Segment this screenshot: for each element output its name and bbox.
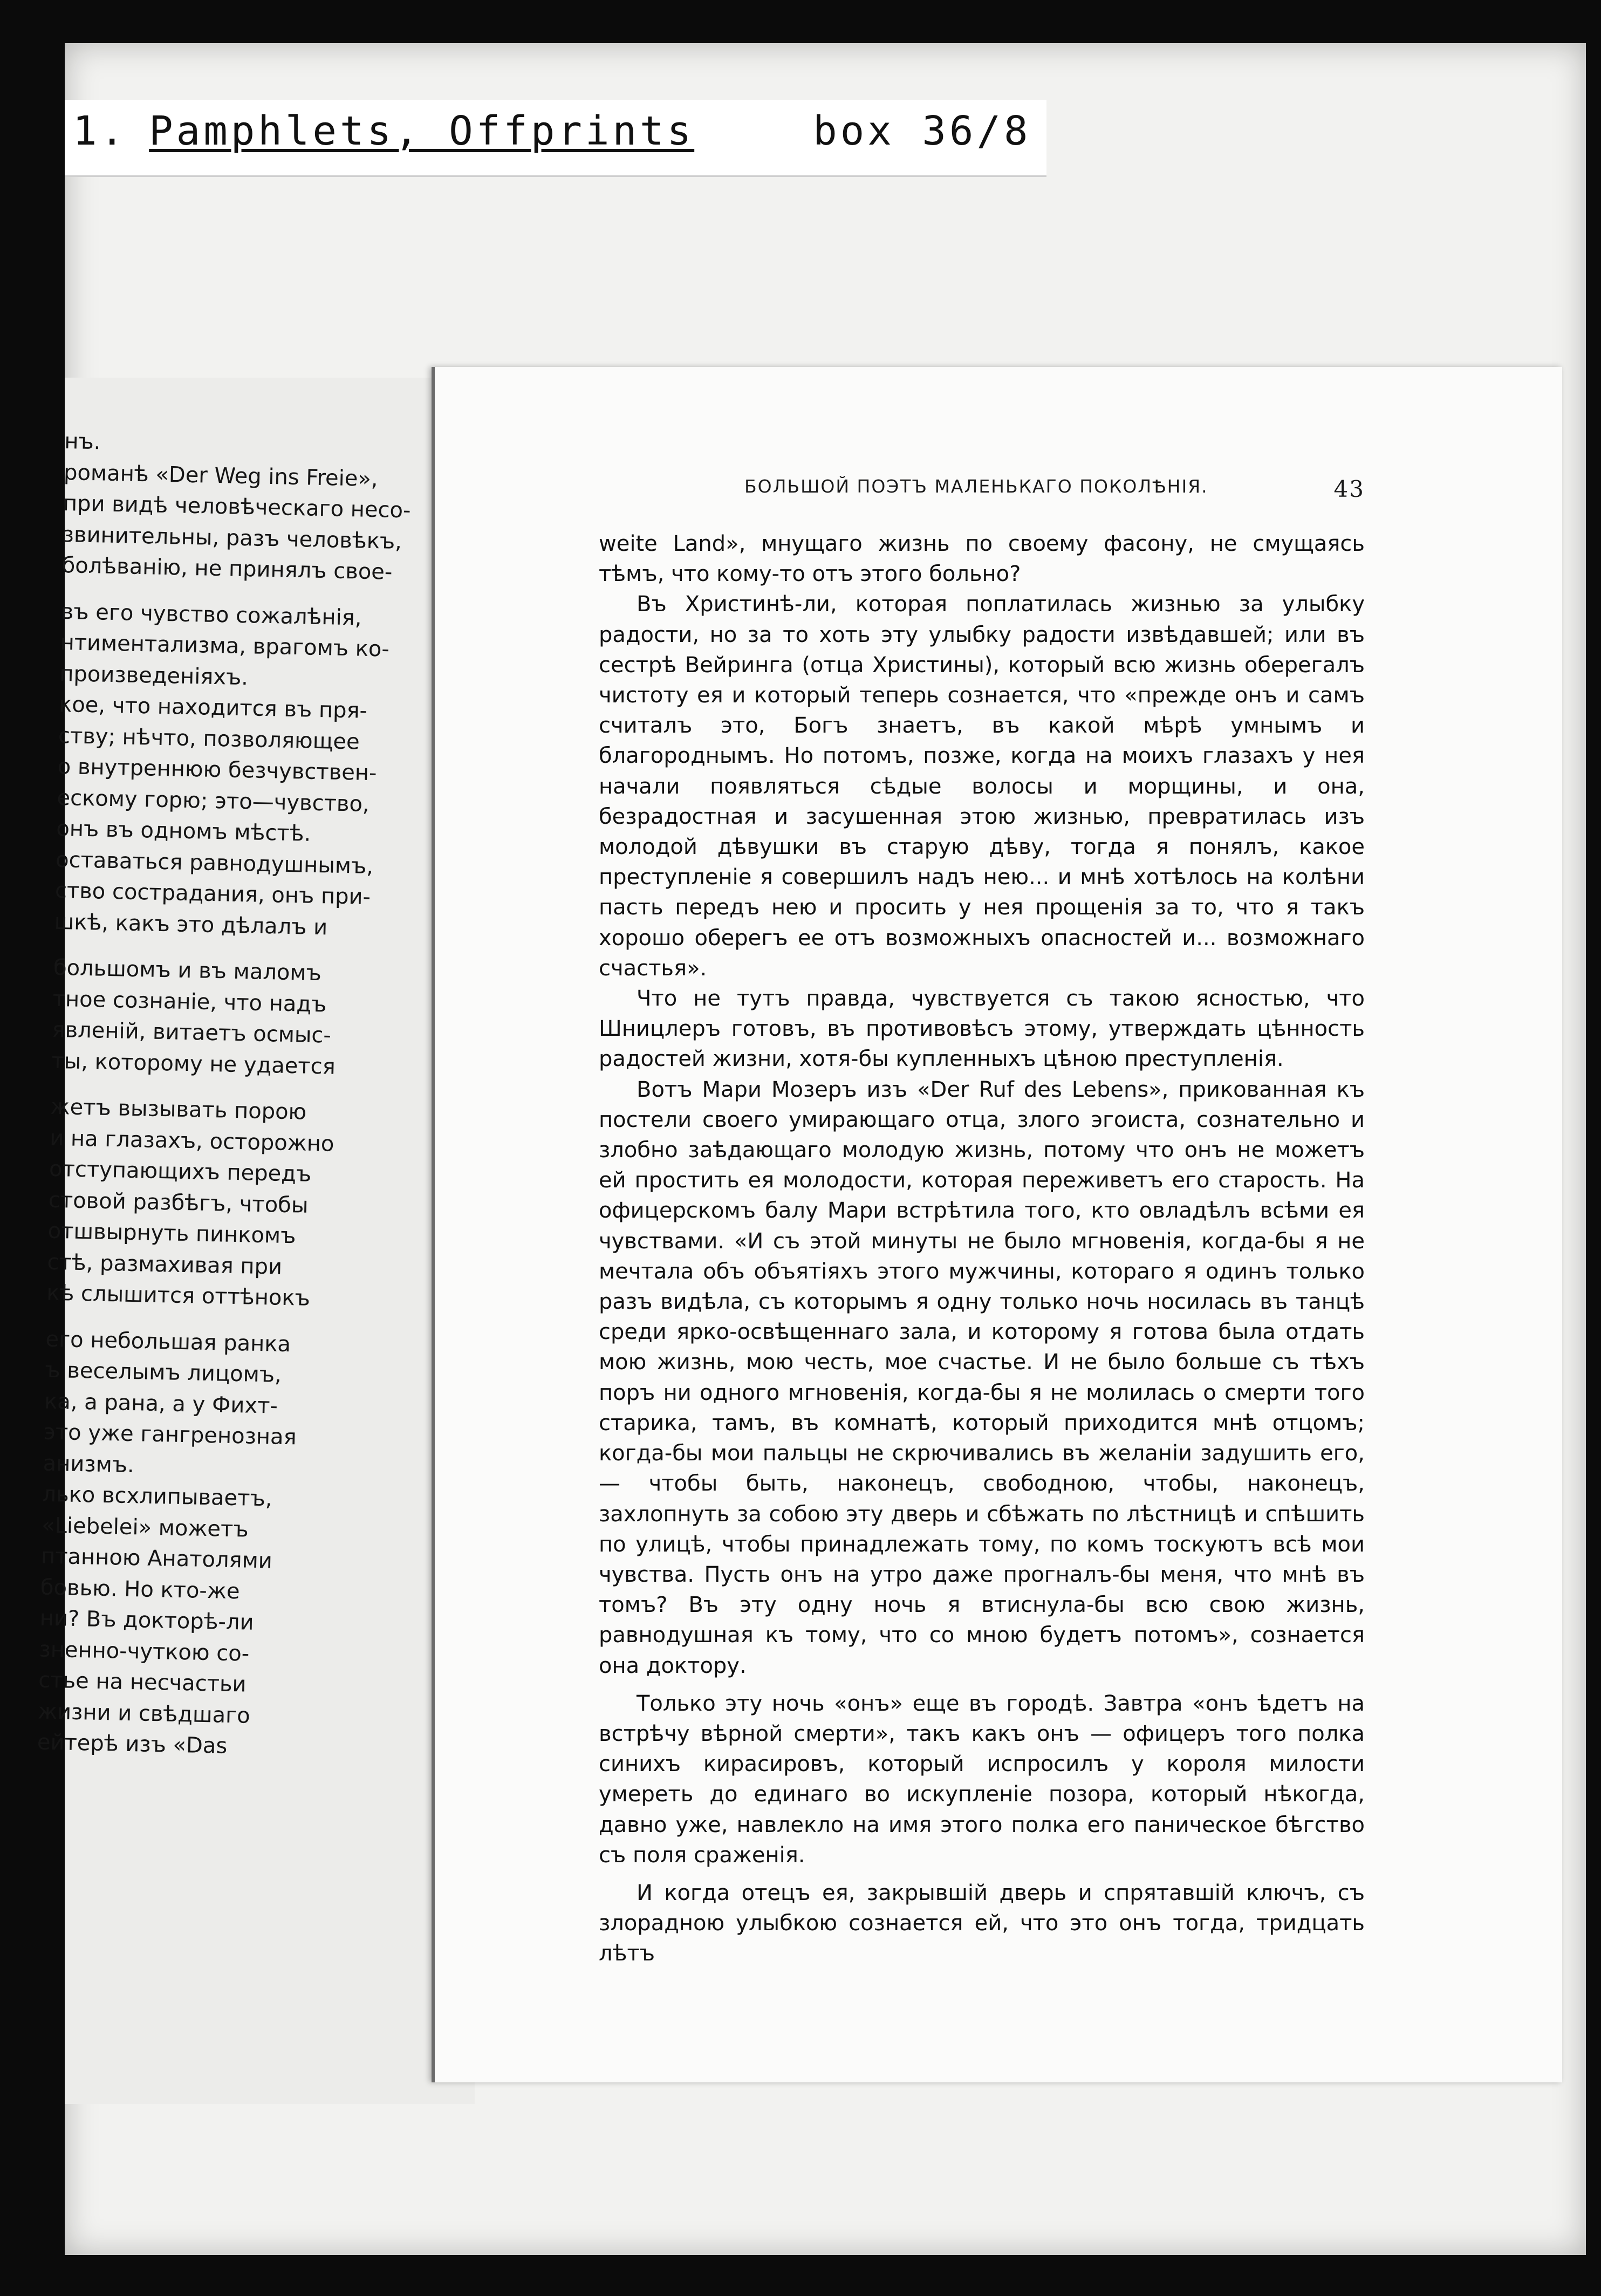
body-paragraph: Что не тутъ правда, чувствуется съ такою ясностью, что Шницлеръ готовъ, въ противовѣсъ этому, утверждать цѣнность радостей жизни, хотя-бы купленныхъ цѣною преступленія.	[599, 986, 1365, 1072]
left-page-line: онъ въ одномъ мѣстѣ.	[56, 816, 311, 846]
left-page-line: стѣ, размахивая при	[47, 1249, 283, 1280]
left-page-line: произведеніяхъ.	[59, 661, 249, 690]
left-page-line: кое, что находится въ пря-	[58, 692, 368, 723]
left-page-line: стье на несчастьи	[38, 1668, 247, 1697]
left-page-text	[37, 426, 475, 1767]
left-page-line: въ его чувство сожалѣнія,	[60, 599, 362, 631]
left-page-line: ъ веселымъ лицомъ,	[44, 1357, 282, 1388]
body-paragraph: weite Land», мнущаго жизнь по своему фасону, не смущаясь тѣмъ, что кому-то отъ этого больно?	[599, 531, 1365, 587]
label-box-number: box 36/8	[813, 108, 1031, 154]
left-page-line: это уже гангренозная	[43, 1419, 297, 1450]
left-page-line: нъ.	[64, 428, 101, 455]
left-page-line: звинительны, разъ человѣкъ,	[62, 522, 402, 554]
archive-label	[73, 108, 1031, 154]
left-page-line: и на глазахъ, осторожно	[49, 1125, 334, 1157]
left-page-line: кѣ слышится оттѣнокъ	[46, 1280, 311, 1311]
left-page-line: явленій, витаетъ осмыс-	[52, 1017, 332, 1048]
left-page-line: лько всхлипываетъ,	[42, 1481, 272, 1512]
running-head	[744, 476, 1365, 502]
left-page-line: его небольшая ранка	[45, 1327, 291, 1357]
left-page-line: «Liebelei» можетъ	[41, 1513, 249, 1542]
left-page-line: ка, а рана, а у Фихт-	[44, 1389, 278, 1419]
right-page-body	[599, 529, 1365, 1969]
left-page-line: отшвырнуть пинкомъ	[47, 1218, 296, 1249]
left-page-line: болѣванію, не принялъ свое-	[61, 552, 393, 585]
left-page-line: шкѣ, какъ это дѣлалъ и	[54, 909, 328, 940]
label-index: 1.	[73, 108, 128, 154]
left-page-line: ейтерѣ изъ «Das	[37, 1730, 228, 1759]
left-page-line: ескому горю; это—чувство,	[57, 785, 370, 817]
left-page-line: романѣ «Der Weg ins Freie»,	[63, 460, 379, 491]
left-page-line: стовой разбѣгъ, чтобы	[48, 1187, 309, 1218]
left-page-line: зненно-чуткою со-	[39, 1637, 250, 1666]
left-page-line: оставаться равнодушнымъ,	[55, 847, 374, 879]
left-page-line: о внутреннюю безчувствен-	[57, 754, 377, 786]
left-page-line: бовью. Но кто-же	[40, 1575, 240, 1604]
left-page-line: при видѣ человѣческаго несо-	[63, 490, 411, 523]
left-page-line: анизмъ.	[43, 1451, 135, 1478]
body-paragraph: И когда отецъ ея, закрывшій дверь и спрятавшій ключъ, съ злорадною улыбкою сознается ей, что это онъ тогда, тридцать лѣтъ	[599, 1880, 1365, 1966]
left-page-line: тное сознаніе, что надъ	[52, 986, 327, 1017]
running-head-title: БОЛЬШОЙ ПОЭТЪ МАЛЕНЬКАГО ПОКОЛѢНІЯ.	[744, 476, 1208, 497]
left-page-line: ты, которому не удается	[51, 1048, 336, 1079]
body-paragraph: Только эту ночь «онъ» еще въ городѣ. Завтра «онъ ѣдетъ на встрѣчу вѣрной смерти», такъ какъ онъ — офицеръ того полка синихъ кирасировъ, который испросилъ у короля милости умереть до единаго во искупленіе позора, который нѣкогда, давно уже, навлекло на имя этого полка его паническое бѣгство съ поля сраженія.	[599, 1691, 1365, 1868]
left-page-line: ство сострадания, онъ при-	[54, 878, 371, 910]
body-paragraph: Въ Христинѣ-ли, которая поплатилась жизнью за улыбку радости, но за то хоть эту улыбку радости извѣдавшей; или въ сестрѣ Вейринга (отца Христины), который всю жизнь оберегалъ чистоту ея и который теперь сознается, что «прежде онъ и самъ считалъ это, Богъ знаетъ, въ какой мѣрѣ умнымъ и благороднымъ. Но потомъ, позже, когда на моихъ глазахъ у нея начали появляться сѣдые волосы и морщины, и она, безрадостная и засушенная этою жизнью, превратилась изъ молодой дѣвушки въ старую дѣву, тогда я понялъ, какое преступленіе я совершилъ надъ нею... и мнѣ хотѣлось на колѣни пасть передъ нею и просить у нея прощенія за то, что я такъ хорошо оберегъ ее отъ возможныхъ опасностей и... возможнаго счастья».	[599, 592, 1365, 981]
left-page-line: большомъ и въ маломъ	[53, 955, 322, 986]
left-page-line: отступающихъ передъ	[49, 1156, 312, 1187]
left-page-line: жетъ вызывать порою	[50, 1094, 307, 1125]
left-page-line: нтиментализма, врагомъ ко-	[60, 630, 390, 662]
left-page-line: птанною Анатолями	[40, 1543, 273, 1574]
left-page-line: ни? Въ докторѣ-ли	[39, 1605, 254, 1635]
body-paragraph: Вотъ Мари Мозеръ изъ «Der Ruf des Lebens», прикованная къ постели своего умирающаго отца, злого эгоиста, сознательно и злобно заѣдающаго молодую жизнь, потому что онъ не можетъ ей простить ея молодости, которая переживетъ его старость. На офицерскомъ балу Мари встрѣтила того, кто овладѣлъ всѣми ея чувствами. «И съ этой минуты не было мгновенія, когда-бы я не мечтала объ объятіяхъ этого мужчины, котораго я одинъ только разъ видѣла, съ которымъ я одну только ночь носилась въ танцѣ среди ярко-освѣщеннаго зала, и которому я готова была отдать мою жизнь, мою честь, мое счастье. И не было больше съ тѣхъ поръ ни одного мгновенія, когда-бы я не молилась о смерти того старика, тамъ, въ комнатѣ, который приходится мнѣ отцомъ; когда-бы мои пальцы не скрючивались въ желаніи задушить его,— чтобы быть, наконецъ, свободною, чтобы, наконецъ, захлопнуть за собою эту дверь и сбѣжать по лѣстницѣ и спѣшить по улицѣ, чтобы принадлежать тому, по комъ тоскуютъ всѣ мои чувства. Пусть онъ на утро даже прогналъ-бы меня, что мнѣ въ томъ? Въ эту одну ночь я втиснула-бы всю свою жизнь, равнодушная къ тому, что со мною будетъ потомъ», сознается она доктору.	[599, 1077, 1365, 1678]
left-page-line: жизни и свѣдшаго	[37, 1698, 251, 1728]
page-number: 43	[1333, 476, 1365, 502]
label-title: Pamphlets, Offprints	[149, 108, 695, 154]
left-page-line: ству; нѣчто, позволяющее	[58, 723, 360, 755]
